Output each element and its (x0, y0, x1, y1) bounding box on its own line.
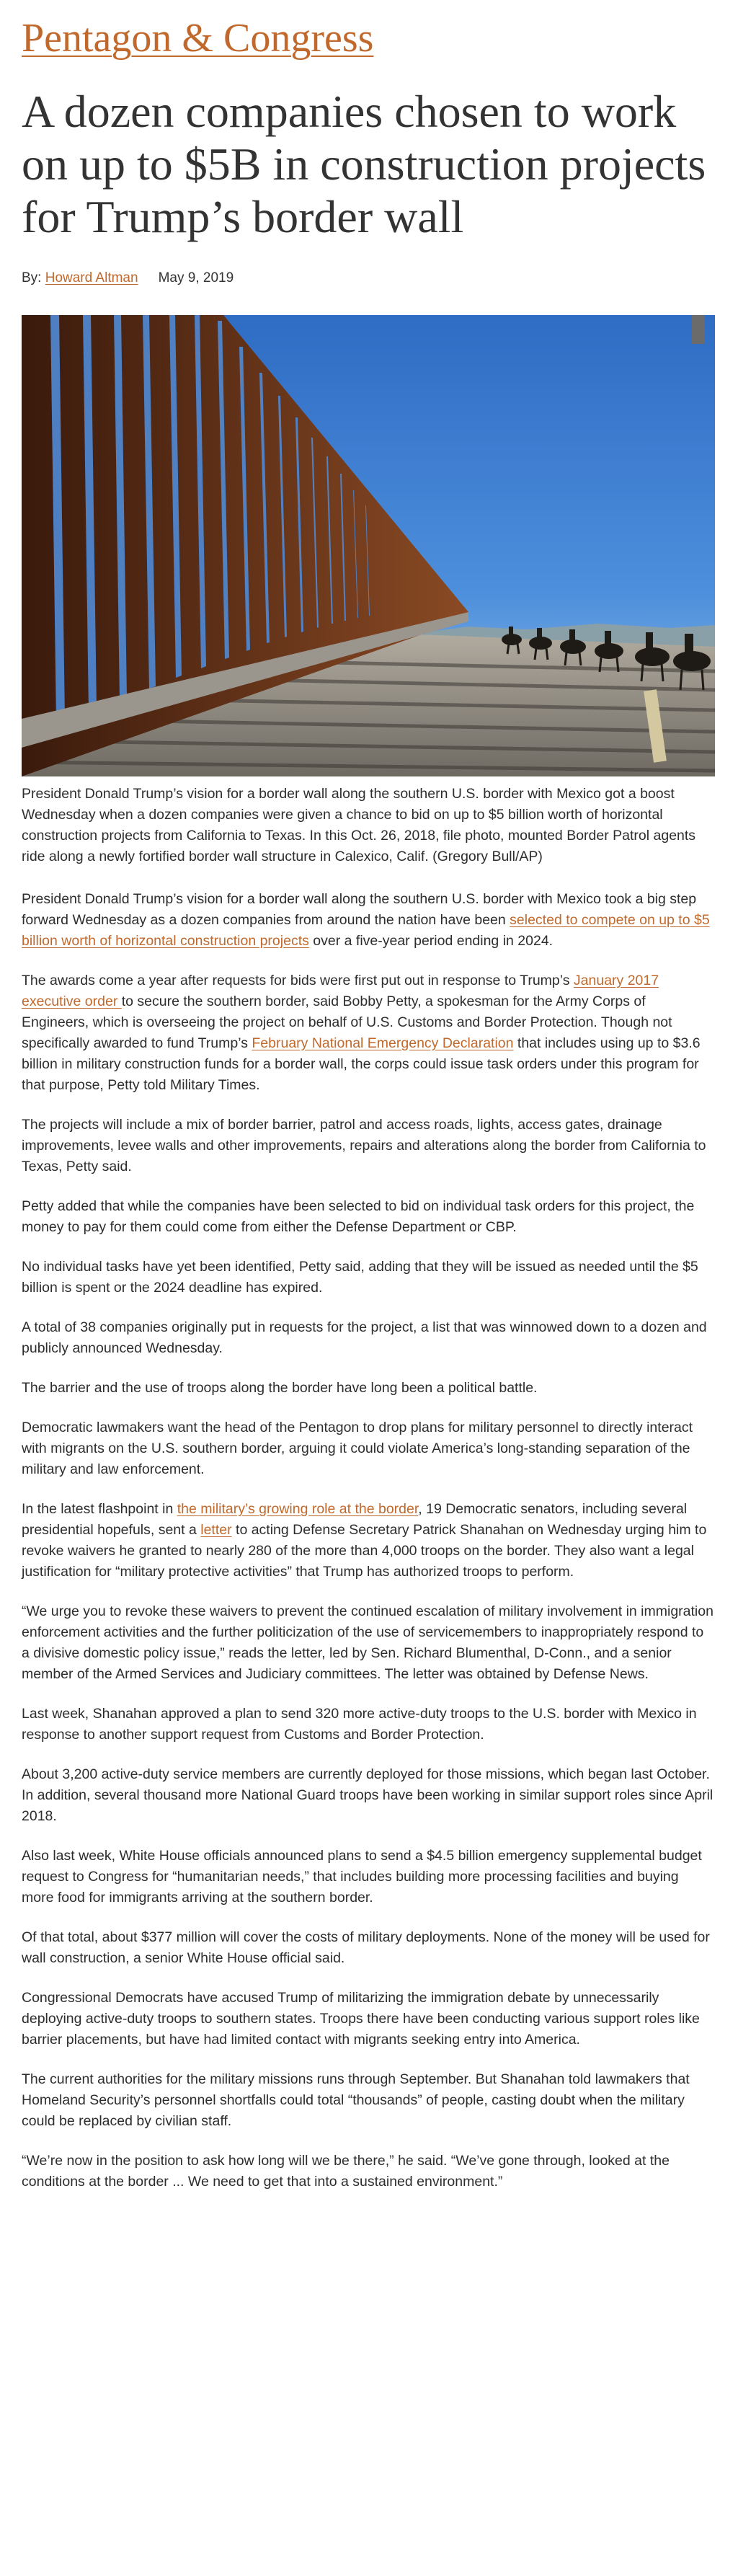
section-link[interactable]: Pentagon & Congress (22, 16, 374, 61)
hero-image (22, 315, 715, 776)
paragraph: A total of 38 companies originally put in requests for the project, a list that was winnowed down to a dozen and publicly announced Wednesday. (22, 1319, 707, 1356)
paragraph: Last week, Shanahan approved a plan to send 320 more active-duty troops to the U.S. border with Mexico in response to another support request from Customs and Border Protection. (22, 1706, 697, 1743)
executive-order-link[interactable]: January 2017 executive order (22, 973, 659, 1009)
border-wall-photo (22, 315, 715, 776)
byline-prefix: By: (22, 270, 45, 286)
paragraph: Also last week, White House officials announced plans to send a $4.5 billion emergency supplemental budget request to Congress for “humanitarian needs,” that includes building more processing facilities and buying more food for immigrants arriving at the southern border. (22, 1848, 702, 1906)
byline (22, 270, 716, 289)
paragraph: In the latest flashpoint in the military’s growing role at the border, 19 Democratic senators, including several presidential hopefuls, sent a letter to acting Defense Secretary Patrick Shanahan on Wednesday urging him to revoke waivers he granted to nearly 280 of the more than 4,000 troops on the border. They also want a legal justification for “military protective activities” that Trump has authorized troops to perform. (22, 1501, 707, 1580)
article-body (22, 784, 716, 2192)
headline: A dozen companies chosen to work on up to $5B in construction projects for Trump’s border wall (22, 86, 706, 242)
paragraph: Congressional Democrats have accused Trump of militarizing the immigration debate by unnecessarily deploying active-duty troops to southern states. Troops there have been conducting various support roles like barrier placements, but have had limited contact with migrants seeking entry into America. (22, 1990, 700, 2048)
publish-date: May 9, 2019 (158, 270, 234, 286)
paragraph: “We’re now in the position to ask how long will we be there,” he said. “We’ve gone through, looked at the conditions at the border ... We need to get that into a sustained environment.” (22, 2153, 670, 2190)
paragraph: “We urge you to revoke these waivers to prevent the continued escalation of military involvement in immigration enforcement activities and the further politicization of the use of servicemembers to inappropriately respond to a divisive domestic policy issue,” reads the letter, led by Sen. Richard Blumenthal, D-Conn., and a senior member of the Armed Services and Judiciary committees. The letter was obtained by Defense News. (22, 1603, 713, 1682)
military-role-link[interactable]: the military’s growing role at the border (177, 1501, 419, 1517)
paragraph: About 3,200 active-duty service members are currently deployed for those missions, which began last October. In addition, several thousand more National Guard troops have been working in similar support roles since April 2018. (22, 1766, 713, 1824)
paragraph: The barrier and the use of troops along the border have long been a political battle. (22, 1380, 538, 1396)
competition-link[interactable]: selected to compete on up to $5 billion worth of horizontal construction projects (22, 912, 710, 949)
paragraph: No individual tasks have yet been identified, Petty said, adding that they will be issued as needed until the $5 billion is spent or the 2024 deadline has expired. (22, 1259, 698, 1296)
paragraph: Democratic lawmakers want the head of the Pentagon to drop plans for military personnel to directly interact with migrants on the U.S. southern border, arguing it could violate America’s long-standing separation of the military and law enforcement. (22, 1420, 693, 1477)
paragraph: The current authorities for the military missions runs through September. But Shanahan told lawmakers that Homeland Security’s personnel shortfalls could total “thousands” of people, casting doubt when the military could be replaced by civilian staff. (22, 2071, 690, 2129)
paragraph: The awards come a year after requests for bids were first put out in response to Trump’s January 2017 executive order to secure the southern border, said Bobby Petty, a spokesman for the Army Corps of Engineers, which is overseeing the project on behalf of U.S. Customs and Border Protection. Though not specifically awarded to fund Trump’s February National Emergency Declaration that includes using up to $3.6 billion in military construction funds for a border wall, the corps could issue task orders under this program for that purpose, Petty told Military Times. (22, 973, 701, 1093)
paragraph: Petty added that while the companies have been selected to bid on individual task orders for this project, the money to pay for them could come from either the Defense Department or CBP. (22, 1198, 695, 1235)
paragraph: Of that total, about $377 million will cover the costs of military deployments. None of the money will be used for wall construction, a senior White House official said. (22, 1929, 710, 1966)
author-link[interactable]: Howard Altman (45, 270, 138, 286)
image-caption: President Donald Trump’s vision for a border wall along the southern U.S. border with Mexico got a boost Wednesday when a dozen companies were given a chance to bid on up to $5 billion worth of horizontal construction projects from California to Texas. In this Oct. 26, 2018, file photo, mounted Border Patrol agents ride along a newly fortified border wall structure in Calexico, Calif. (Gregory Bull/AP) (22, 786, 696, 864)
paragraph: President Donald Trump’s vision for a border wall along the southern U.S. border with Mexico took a big step forward Wednesday as a dozen companies from around the nation have been selected to compete on up to $5 billion worth of horizontal construction projects over a five-year period ending in 2024. (22, 891, 710, 949)
paragraph: The projects will include a mix of border barrier, patrol and access roads, lights, access gates, drainage improvements, levee walls and other improvements, repairs and alterations along the border from California to Texas, Petty said. (22, 1117, 706, 1174)
letter-link[interactable]: letter (200, 1522, 232, 1538)
emergency-declaration-link[interactable]: February National Emergency Declaration (252, 1035, 514, 1051)
